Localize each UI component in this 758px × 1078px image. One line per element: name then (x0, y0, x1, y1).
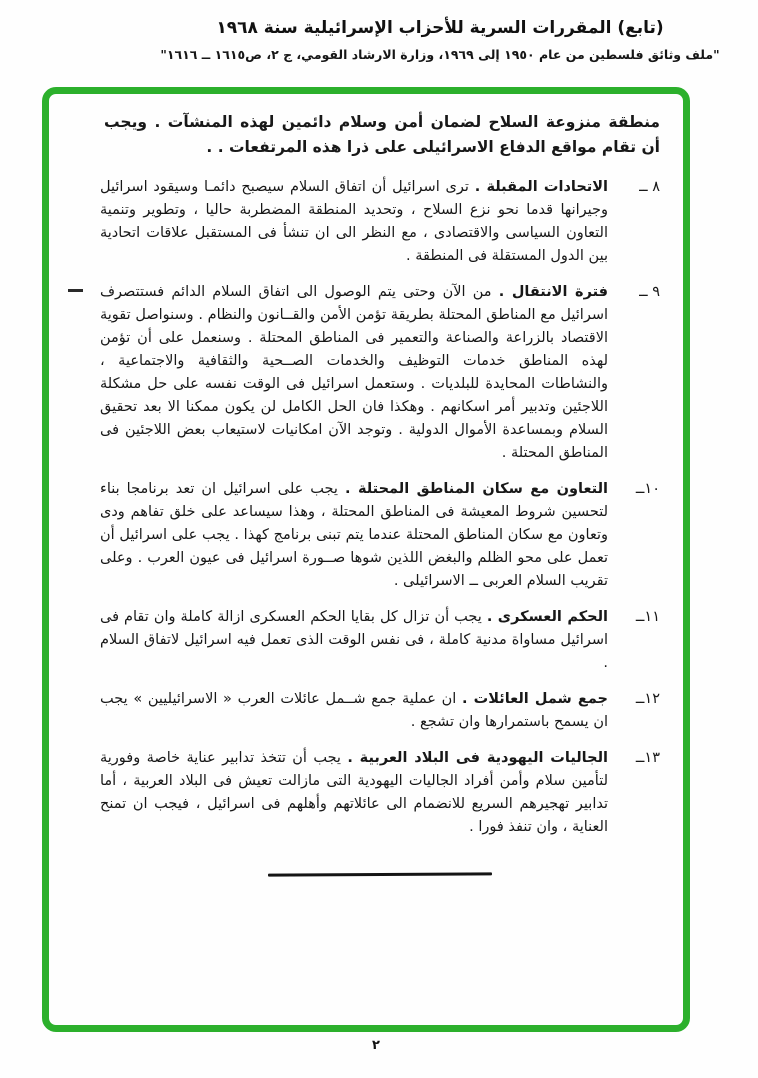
list-item-10 (100, 478, 660, 593)
intro-paragraph: منطقة منزوعة السلاح لضمان أمن وسلام دائمين لهذه المنشآت . ويجب أن تقام مواقع الدفاع الاسرائيلى على ذرا هذه المرتفعات . . (104, 113, 660, 156)
item-title: الاتحادات المقبلة . (474, 179, 608, 195)
item-body: ترى اسرائيل أن اتفاق السلام سيصبح دائمـا وسيقود اسرائيل وجيرانها قدما نحو نزع السلاح ، وتحديد المنطقة المضطربة حاليا ، وتطوير وتنمية التعاون السياسى والاقتصادى ، مع النظر الى ان تنشأ فى المستقبل علاقات اتحادية بين الدول المستقلة فى المنطقة . (100, 179, 608, 264)
document-source-citation: "ملف وثائق فلسطين من عام ١٩٥٠ إلى ١٩٦٩، وزارة الارشاد القومي، ج ٢، ص١٦١٥ ــ ١٦١٦" (160, 47, 720, 62)
item-number: ١٣ــ (635, 750, 660, 766)
item-number: ١٠ــ (635, 481, 660, 497)
page-number: ٢ (372, 1038, 380, 1053)
item-title: الحكم العسكرى . (486, 609, 609, 625)
item-number: ١١ــ (635, 609, 660, 625)
item-title: التعاون مع سكان المناطق المحتلة . (344, 481, 608, 497)
item-number: ٨ ــ (639, 179, 660, 195)
list-item-12 (100, 688, 660, 734)
item-body: ان عملية جمع شــمل عائلات العرب « الاسرائيليين » يجب ان يسمح باستمرارها وان تشجع . (100, 691, 608, 730)
list-item-11 (100, 606, 660, 675)
document-body (100, 110, 660, 876)
item-body: يجب أن تزال كل بقايا الحكم العسكرى ازالة كاملة وان تقام فى اسرائيل مساواة مدنية كاملة ، فى نفس الوقت الذى تعمل فيه اسرائيل لاتفاق السلام . (100, 609, 608, 671)
item-body: يجب على اسرائيل ان تعد برنامجا بناء لتحسين شروط المعيشة فى المناطق المحتلة ، وهذا سيساعد على خلق تفاهم ودى وتعاون مع سكان المناطق المحتلة عندما يتم تبنى برنامج كهذا . يجب على اسرائيل أن تعمل على محو الظلم والبغض اللذين شوها صــورة اسرائيل فى عيون العرب . وعلى تقريب السلام العربى ــ الاسرائيلى . (100, 481, 608, 589)
item-title: فترة الانتقال . (498, 284, 609, 300)
list-item-9 (100, 281, 660, 465)
list-item-13 (100, 747, 660, 839)
list-item-8 (100, 176, 660, 268)
item-body: من الآن وحتى يتم الوصول الى اتفاق السلام الدائم فستتصرف اسرائيل مع المناطق المحتلة بطريقة تؤمن الأمن والقــانون والنظام . وسنواصل تقوية الاقتصاد بالزراعة والصناعة والتعمير فى المناطق المحتلة . وسنعمل على أن تؤمن لهذه المناطق خدمات التوظيف والخدمات الصــحية والثقافية والاجتماعية ، والنشاطات المحايدة للبلديات . وستعمل اسرائيل فى الوقت نفسه على حل مشكلة اللاجئين وتدبير أمر اسكانهم . وهكذا فان الحل الكامل لن يكون ممكنا الا بعد تحقيق السلام وبمساعدة الأموال الدولية . وتوجد الآن امكانيات لاستيعاب بعض اللاجئين فى المناطق المحتلة . (100, 284, 608, 461)
document-header (150, 16, 730, 63)
item-title: جمع شمل العائلات . (462, 691, 609, 707)
margin-dash-mark (68, 289, 83, 292)
document-title: (تابع) المقررات السرية للأحزاب الإسرائيلية سنة ١٩٦٨ (216, 18, 664, 38)
item-number: ٩ ــ (639, 284, 660, 300)
item-body: يجب أن تتخذ تدابير عناية خاصة وفورية لتأمين سلام وأمن أفراد الجاليات اليهودية التى مازالت تعيش فى البلاد العربية ، أما تدابير تهجيرهم السريع للانضمام الى عائلاتهم وأهلهم فى اسرائيل ، فيجب ان تمنح العناية ، وان تنفذ فورا . (100, 750, 608, 835)
item-number: ١٢ــ (635, 691, 660, 707)
item-title: الجاليات اليهودية فى البلاد العربية . (347, 750, 608, 766)
horizontal-divider-line (268, 872, 492, 876)
